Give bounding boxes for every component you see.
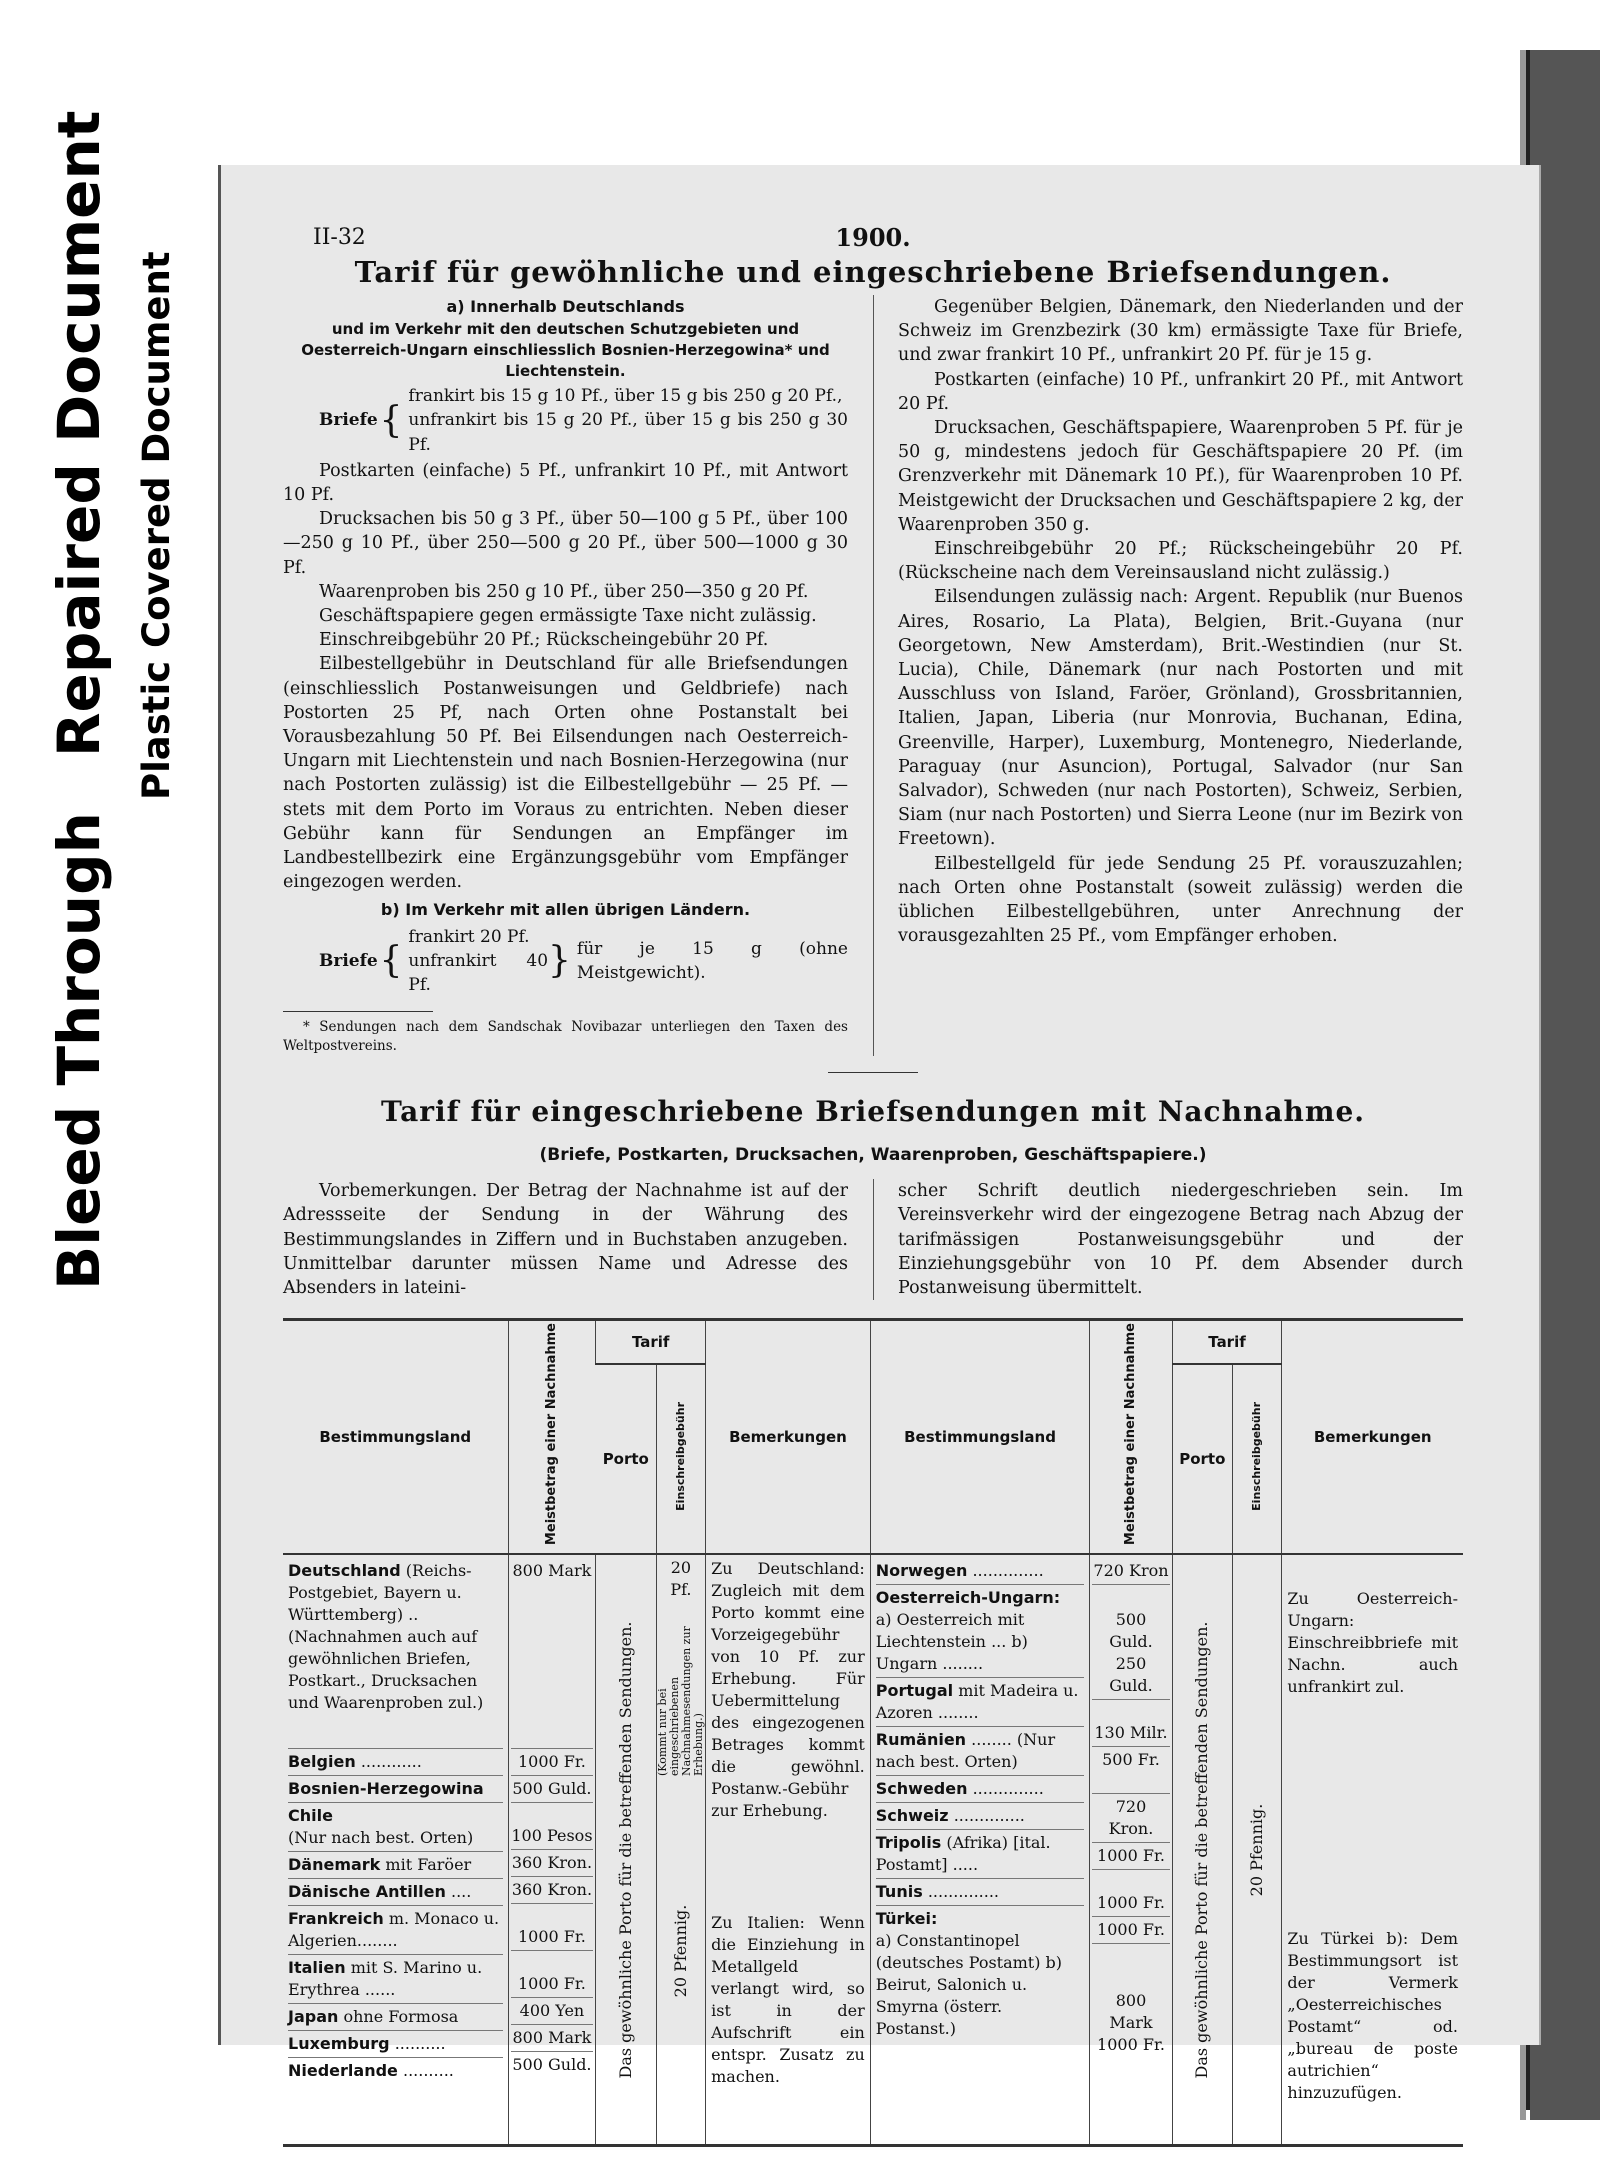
label-bleed-through: Bleed Through bbox=[45, 812, 113, 1290]
right-column bbox=[898, 295, 1463, 1056]
row-daenemark bbox=[288, 1852, 503, 1879]
amount: 360 Kron. bbox=[511, 1877, 594, 1904]
country-detail: ........ (Nur nach best. Orten) bbox=[875, 1730, 1056, 1772]
th-einschreib-left bbox=[656, 1364, 705, 1555]
briefe-label: Briefe bbox=[319, 410, 378, 431]
left-dest-cell bbox=[283, 1554, 508, 2144]
drucksachen-ausland-text: Drucksachen, Geschäftspapiere, Waarenproben 5 Pf. für je 50 g, mindestens jedoch für Geschäftspapiere 20 Pf. (im Grenzverkehr mit Dänemark 10 Pf.), für Waarenproben 10 Pf. Meistgewicht der Drucksachen und Geschäftspapiere 2 kg, der Waarenproben 350 g. bbox=[898, 418, 1463, 535]
brace-close-icon: } bbox=[548, 939, 571, 981]
th-rem-left: Bemerkungen bbox=[706, 1321, 871, 1554]
geschaeftspapiere-text: Geschäftspapiere gegen ermässigte Taxe nicht zulässig. bbox=[319, 606, 817, 627]
row-luxemburg bbox=[288, 2031, 503, 2058]
amount: 100 Pesos bbox=[511, 1803, 594, 1850]
brace-icon: { bbox=[379, 939, 403, 981]
country-detail: (Afrika) [ital. Postamt] ..... bbox=[875, 1833, 1051, 1875]
country-name: Schweden bbox=[875, 1779, 968, 1799]
eilsendungen-text: Eilsendungen zulässig nach: Argent. Republik (nur Buenos Aires, Rosario, La Plata), Belgien, Brit.-Guyana (nur Georgetown, New Amsterdam), Brit.-Westindien (nur St. Lucia), Chile, Dänemark (nur nach Postorten und mit Ausschluss von Island, Faröer, Grönland), Grossbritannien, Italien, Japan, Liberia (nur Monrovia, Buchanan, Edina, Greenville, Harper), Luxemburg, Montenegro, Niederlande, Paraguay (nur Asuncion), Portugal, Salvador (nur San Salvador), Schweden (nur nach Postorten), Schweiz, Serbien, Siam (nur nach Postorten) und Sierra Leone (nur im Bezirk von Freetown). bbox=[898, 587, 1463, 850]
section2-subtitle: (Briefe, Postkarten, Drucksachen, Waarenproben, Geschäftspapiere.) bbox=[539, 1145, 1207, 1166]
row-schweiz bbox=[876, 1803, 1085, 1830]
country-name: Portugal bbox=[875, 1681, 954, 1701]
th-porto-right: Porto bbox=[1172, 1364, 1232, 1555]
row-frankreich bbox=[288, 1906, 503, 1955]
country-detail: .............. bbox=[972, 1561, 1044, 1581]
label-repaired-document: Repaired Document bbox=[45, 110, 113, 758]
country-name: Italien bbox=[288, 1958, 346, 1978]
row-tripolis bbox=[876, 1830, 1085, 1879]
th-porto-left: Porto bbox=[596, 1364, 656, 1555]
row-tunis bbox=[876, 1879, 1085, 1906]
amount: 800 Mark 1000 Fr. bbox=[1097, 1991, 1165, 2055]
row-chile bbox=[288, 1803, 503, 1852]
country-detail: a) Oesterreich mit Liechtenstein ... b) Ungarn ........ bbox=[875, 1610, 1028, 1674]
amount: 720 Kron. bbox=[1092, 1794, 1169, 1843]
row-niederlande bbox=[288, 2058, 503, 2084]
amount: 500 Guld. bbox=[512, 2055, 592, 2075]
th-max-left bbox=[508, 1321, 596, 1554]
postkarten-text: Postkarten (einfache) 5 Pf., unfrankirt 10 Pf., mit Antwort 10 Pf. bbox=[283, 460, 848, 506]
einschreibgebuehr-text: Einschreibgebühr 20 Pf.; Rückscheingebühr 20 Pf. bbox=[319, 630, 769, 651]
amount: 500 Guld. bbox=[511, 1776, 594, 1803]
country-name: Belgien bbox=[288, 1752, 356, 1772]
amount: 130 Milr. bbox=[1092, 1700, 1169, 1747]
country-name: Türkei: bbox=[875, 1909, 938, 1929]
waarenproben-text: Waarenproben bis 250 g 10 Pf., über 250—350 g 20 Pf. bbox=[319, 581, 809, 602]
row-tuerkei bbox=[876, 1906, 1085, 2042]
country-name: Dänemark bbox=[288, 1855, 381, 1875]
row-rumaenien bbox=[876, 1727, 1085, 1776]
right-amount-cell bbox=[1090, 1554, 1172, 2144]
document-page bbox=[218, 165, 1541, 2103]
briefe-block bbox=[319, 384, 848, 457]
country-name: Schweiz bbox=[875, 1806, 949, 1826]
country-name: Luxemburg bbox=[288, 2034, 390, 2054]
amount: 1000 Fr. bbox=[511, 1749, 594, 1776]
page-title: Tarif für gewöhnliche und eingeschriebene Briefsendungen. bbox=[354, 255, 1392, 289]
left-einschreib-bottom-wrap bbox=[659, 1781, 703, 2121]
country-name: Deutschland bbox=[288, 1561, 401, 1581]
briefe-b-label: Briefe bbox=[319, 950, 378, 971]
section2-title: Tarif für eingeschriebene Briefsendungen mit Nachnahme. bbox=[380, 1095, 1366, 1129]
left-remark-italien: Zu Italien: Wenn die Einziehung in Metallgeld verlangt wird, so ist in der Aufschrift ein entspr. Zusatz zu machen. bbox=[711, 1913, 865, 2087]
country-detail: (Reichs-Postgebiet, Bayern u. Württemberg) .. (Nachnahmen auch auf gewöhnlichen Briefen, Postkart., Drucksachen und Waarenproben zul.) bbox=[288, 1561, 484, 1713]
right-remark-tuerkei: Zu Türkei b): Dem Bestimmungsort ist der Vermerk „Oesterreichisches Postamt“ od. „bureau de poste autrichien“ hinzuzufügen. bbox=[1287, 1929, 1458, 2103]
row-schweden bbox=[876, 1776, 1085, 1803]
amount: 800 Mark bbox=[511, 1558, 594, 1749]
section-rule bbox=[828, 1072, 918, 1073]
amount: 500 Fr. bbox=[1092, 1747, 1169, 1794]
right-porto-cell bbox=[1172, 1554, 1232, 2144]
country-detail: .............. bbox=[953, 1806, 1025, 1826]
footnote: * Sendungen nach dem Sandschak Novibazar unterliegen den Taxen des Weltpostvereins. bbox=[283, 1019, 848, 1055]
country-name: Frankreich bbox=[288, 1909, 384, 1929]
th-max-right-label: Meistbetrag einer Nachnahme bbox=[1122, 1323, 1138, 1546]
nachnahme-table bbox=[283, 1318, 1463, 2147]
row-belgien bbox=[288, 1749, 503, 1776]
th-einschreib-left-label: Einschreibgebühr bbox=[673, 1401, 687, 1511]
intro-left: Vorbemerkungen. Der Betrag der Nachnahme ist auf der Adressseite der Sendung in der Währung des Bestimmungslandes in Ziffern und in Buchstaben anzugeben. Unmittelbar darunter müssen Name und Adresse des Absenders in lateini- bbox=[283, 1181, 848, 1299]
country-detail: .............. bbox=[972, 1779, 1044, 1799]
country-detail: .... bbox=[450, 1882, 472, 1902]
country-name: Tunis bbox=[875, 1882, 923, 1902]
th-tarif-right: Tarif bbox=[1172, 1321, 1282, 1364]
country-detail: .............. bbox=[927, 1882, 1000, 1902]
left-einschreib-top: 20 Pf. bbox=[670, 1558, 692, 1600]
th-max-right bbox=[1090, 1321, 1172, 1554]
grenz-text: Gegenüber Belgien, Dänemark, den Niederlanden und der Schweiz im Grenzbezirk (30 km) ermässigte Taxe für Briefe, und zwar frankirt 10 Pf., unfrankirt 20 Pf. für je 15 g. bbox=[898, 297, 1463, 366]
country-detail: mit S. Marino u. Erythrea ...... bbox=[288, 1958, 483, 2000]
th-dest-right: Bestimmungsland bbox=[870, 1321, 1090, 1554]
left-einschreib-note-wrap bbox=[655, 1601, 705, 1781]
sidebar-label-main bbox=[45, 110, 113, 1290]
footnote-rule bbox=[283, 1011, 433, 1012]
brace-icon: { bbox=[379, 399, 403, 441]
label-plastic-covered: Plastic Covered Document bbox=[135, 251, 178, 800]
left-amount-cell bbox=[508, 1554, 596, 2144]
briefe-b-line-1: frankirt 20 Pf. bbox=[408, 926, 530, 947]
section-b-title: b) Im Verkehr mit allen übrigen Ländern. bbox=[380, 900, 751, 920]
left-column bbox=[283, 295, 848, 1056]
section-a-subtitle: und im Verkehr mit den deutschen Schutzgebieten und Oesterreich-Ungarn einschliesslich Bosnien-Herzegowina* und Liechtenstein. bbox=[301, 320, 830, 381]
country-name: Oesterreich-Ungarn: bbox=[875, 1588, 1061, 1608]
intro-divider bbox=[873, 1179, 874, 1300]
amount: 1000 Fr. bbox=[511, 1951, 594, 1998]
th-dest-left: Bestimmungsland bbox=[283, 1321, 508, 1554]
country-name: Bosnien-Herzegowina bbox=[288, 1779, 484, 1799]
briefe-line-1: frankirt bis 15 g 10 Pf., über 15 g bis 250 g 20 Pf., bbox=[408, 386, 843, 407]
briefe-b-note: für je 15 g (ohne Meistgewicht). bbox=[576, 938, 848, 983]
right-remark-oesterreich: Zu Oesterreich-Ungarn: Einschreibbriefe mit Nachn. auch unfrankirt zul. bbox=[1287, 1589, 1458, 1697]
row-oesterreich-ungarn bbox=[876, 1585, 1085, 1678]
page-header bbox=[283, 225, 1463, 255]
amount: 360 Kron. bbox=[511, 1850, 594, 1877]
right-dest-cell bbox=[870, 1554, 1090, 2144]
row-bosnien bbox=[288, 1776, 503, 1803]
row-portugal bbox=[876, 1678, 1085, 1727]
row-italien bbox=[288, 1955, 503, 2004]
country-detail: ............ bbox=[360, 1752, 422, 1772]
country-detail: (Nur nach best. Orten) bbox=[288, 1828, 474, 1848]
country-name: Chile bbox=[288, 1806, 333, 1826]
right-porto-text: Das gewöhnliche Porto für die betreffenden Sendungen. bbox=[1192, 1621, 1212, 2079]
country-name: Dänische Antillen bbox=[288, 1882, 446, 1902]
country-detail: .......... bbox=[394, 2034, 446, 2054]
page-number: II-32 bbox=[313, 225, 366, 250]
row-norwegen bbox=[876, 1558, 1085, 1585]
intro-right: scher Schrift deutlich niedergeschrieben sein. Im Vereinsverkehr wird der eingezogene Betrag nach Abzug der tarifmässigen Postanweisungsgebühr und der Einziehungsgebühr von 10 Pf. dem Absender durch Postanweisung übermittelt. bbox=[898, 1181, 1463, 1299]
drucksachen-text: Drucksachen bis 50 g 3 Pf., über 50—100 g 5 Pf., über 100—250 g 10 Pf., über 250—500 g 20 Pf., über 500—1000 g 30 Pf. bbox=[283, 509, 848, 578]
amount: 1000 Fr. bbox=[1092, 1870, 1169, 1917]
th-max-left-label: Meistbetrag einer Nachnahme bbox=[543, 1323, 559, 1546]
country-detail: a) Constantinopel (deutsches Postamt) b) Beirut, Salonich u. Smyrna (österr. Postanst.) bbox=[875, 1931, 1063, 2039]
country-name: Tripolis bbox=[875, 1833, 942, 1853]
right-einschreib-text: 20 Pfennig. bbox=[1247, 1803, 1267, 1897]
left-remarks-cell bbox=[706, 1554, 871, 2144]
row-japan bbox=[288, 2004, 503, 2031]
country-detail: mit Madeira u. Azoren ........ bbox=[875, 1681, 1079, 1723]
briefe-line-2: unfrankirt bis 15 g 20 Pf., über 15 g bis 250 g 30 Pf. bbox=[408, 410, 848, 455]
amount: 1000 Fr. bbox=[1092, 1843, 1169, 1870]
left-remark-deutschland: Zu Deutschland: Zugleich mit dem Porto kommt eine Vorzeigegebühr von 10 Pf. zur Erhebung. Für Uebermittelung des eingezogenen Betrages kommt die gewöhnl. Postanw.-Gebühr zur Erhebung. bbox=[711, 1559, 865, 1821]
country-detail: ohne Formosa bbox=[343, 2007, 459, 2027]
left-porto-cell bbox=[596, 1554, 656, 2144]
amount: 1000 Fr. bbox=[1092, 1917, 1169, 1944]
amount: 500 Guld. 250 Guld. bbox=[1092, 1585, 1169, 1700]
column-divider bbox=[873, 295, 874, 1056]
country-detail: m. Monaco u. Algerien........ bbox=[288, 1909, 500, 1951]
tariff-columns bbox=[283, 295, 1463, 1056]
page-year: 1900. bbox=[835, 223, 911, 252]
left-porto-text: Das gewöhnliche Porto für die betreffenden Sendungen. bbox=[616, 1621, 636, 2079]
country-detail: mit Faröer bbox=[385, 1855, 472, 1875]
section-a-title: a) Innerhalb Deutschlands bbox=[446, 297, 685, 316]
postkarten-ausland-text: Postkarten (einfache) 10 Pf., unfrankirt 20 Pf., mit Antwort 20 Pf. bbox=[898, 369, 1463, 414]
country-name: Niederlande bbox=[288, 2061, 398, 2081]
row-daenische-antillen bbox=[288, 1879, 503, 1906]
einschreib-ausland-text: Einschreibgebühr 20 Pf.; Rückscheingebühr 20 Pf. (Rückscheine nach dem Vereinsausland nicht zulässig.) bbox=[898, 539, 1463, 584]
left-einschreib-bottom: 20 Pfennig. bbox=[670, 1905, 690, 1998]
amount: 400 Yen bbox=[511, 1998, 594, 2025]
eilbestellgebuehr-text: Eilbestellgebühr in Deutschland für alle Briefsendungen (einschliesslich Postanweisungen und Geldbriefe) nach Postorten 25 Pf, nach Orten ohne Postanstalt bei Vorausbezahlung 50 Pf. Bei Eilsendungen nach Oesterreich-Ungarn mit Liechtenstein und nach Bosnien-Herzegowina (nur nach Postorten zulässig) ist die Eilbestellgebühr — 25 Pf. — stets mit dem Porto im Voraus zu entrichten. Neben dieser Gebühr kann für Sendungen an Empfänger im Landbestellbezirk eine Ergänzungsgebühr vom Empfänger eingezogen werden. bbox=[283, 654, 848, 893]
briefe-b-line-2: unfrankirt 40 Pf. bbox=[408, 950, 549, 996]
amount: 800 Mark bbox=[511, 2025, 594, 2052]
country-name: Japan bbox=[288, 2007, 339, 2027]
th-rem-right: Bemerkungen bbox=[1282, 1321, 1463, 1554]
briefe-b-block bbox=[319, 925, 848, 998]
amount: 1000 Fr. bbox=[511, 1904, 594, 1951]
th-einschreib-right bbox=[1233, 1364, 1282, 1555]
country-name: Norwegen bbox=[875, 1561, 968, 1581]
country-name: Rumänien bbox=[875, 1730, 967, 1750]
row-deutschland bbox=[288, 1558, 503, 1749]
right-einschreib-cell bbox=[1233, 1554, 1282, 2144]
left-einschreib-cell bbox=[656, 1554, 705, 2144]
left-einschreib-note: (Kommt nur bei eingeschriebenen Nachnahmesendungen zur Erhebung.) bbox=[655, 1626, 705, 1777]
intro-columns bbox=[283, 1179, 1463, 1300]
country-detail: .......... bbox=[403, 2061, 454, 2081]
amount: 720 Kron bbox=[1092, 1558, 1169, 1585]
right-remarks-cell bbox=[1282, 1554, 1463, 2144]
th-einschreib-right-label: Einschreibgebühr bbox=[1250, 1401, 1264, 1511]
eilbestellgeld-text: Eilbestellgeld für jede Sendung 25 Pf. vorauszuzahlen; nach Orten ohne Postanstalt (soweit zulässig) werden die üblichen Eilbestellgebühren, unter Anrechnung der vorausgezahlten 25 Pf., vom Empfänger erhoben. bbox=[898, 853, 1463, 947]
th-tarif-left: Tarif bbox=[596, 1321, 706, 1364]
